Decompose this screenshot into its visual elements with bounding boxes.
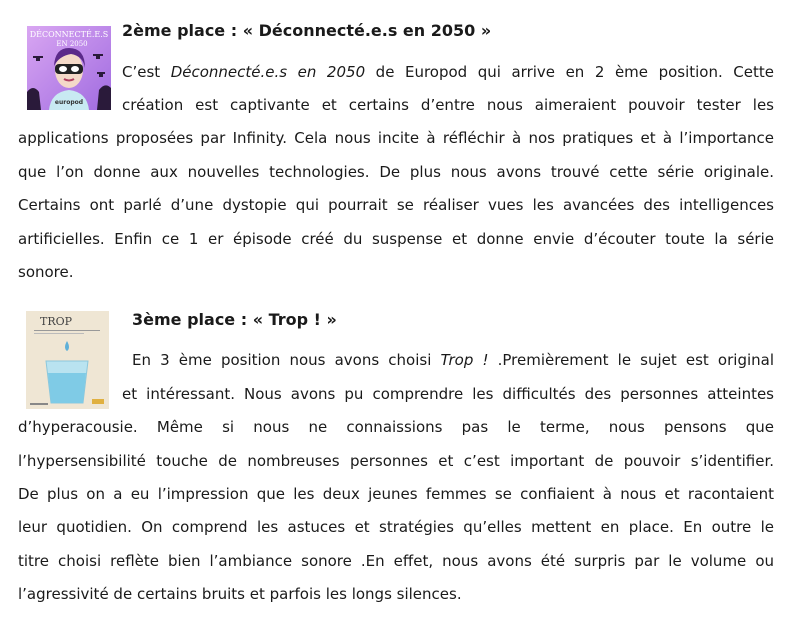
section-3-line-4: l’hypersensibilité touche de nombreuses personnes et c’est important de pouvoir s’identifier. (18, 452, 774, 470)
cover-title-line1: DÉCONNECTÉ.E.S (29, 30, 109, 39)
podcast-title: Trop ! (440, 351, 489, 369)
section-3-line-2: et intéressant. Nous avons pu comprendre les difficultés des personnes atteintes (122, 385, 774, 403)
section-3-line-8: l’agressivité de certains bruits et parfois les longs silences. (18, 585, 462, 603)
section-2-line-5: Certains ont parlé d’une dystopie qui pourrait se réaliser vues les avancées des intelligences (18, 196, 774, 214)
section-2-line-7: sonore. (18, 263, 74, 281)
section-3-line-7: titre choisi reflète bien l’ambiance sonore .En effet, nous avons été surpris par le volume ou (18, 552, 774, 570)
section-3-line-3: d’hyperacousie. Même si nous ne connaissions pas le terme, nous pensons que (18, 418, 774, 436)
section-2-heading: 2ème place : « Déconnecté.e.s en 2050 » (122, 21, 492, 40)
section-2-line-3: applications proposées par Infinity. Cela nous incite à réfléchir à nos pratiques et à l’importance (18, 129, 774, 147)
trop-cover-image (26, 311, 109, 409)
section-3-line-5: De plus on a eu l’impression que les deux jeunes femmes se confiaient à nous et racontaient (18, 485, 774, 503)
section-2-line-4: que l’on donne aux nouvelles technologies. De plus nous avons trouvé cette série originale. (18, 163, 774, 181)
section-3-heading: 3ème place : « Trop ! » (132, 310, 337, 329)
cover-title-line2: EN 2050 (56, 40, 88, 48)
section-2-line-2: création est captivante et certains d’entre nous aimeraient pouvoir tester les (122, 96, 774, 114)
section-2-line-6: artificielles. Enfin ce 1 er épisode créé du suspense et donne envie d’écouter toute la série (18, 230, 774, 248)
section-3-line-6: leur quotidien. On comprend les astuces et stratégies qu’elles mettent en place. En outre le (18, 518, 774, 536)
deconnectes-cover-image (27, 26, 111, 110)
cover-title: TROP (40, 315, 73, 328)
podcast-title: Déconnecté.e.s en 2050 (170, 63, 366, 81)
cover-brand: europod (54, 99, 84, 106)
section-3-line-1: En 3 ème position nous avons choisi Trop ! .Premièrement le sujet est original (132, 351, 774, 369)
section-2-line-1: C’est Déconnecté.e.s en 2050 de Europod qui arrive en 2 ème position. Cette (122, 63, 775, 81)
